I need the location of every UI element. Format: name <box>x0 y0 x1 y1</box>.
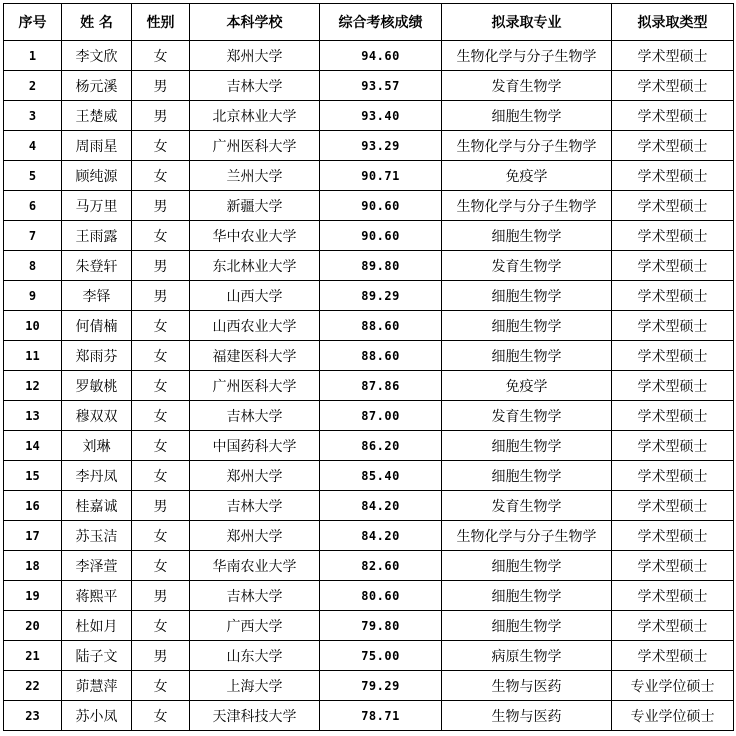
cell-type: 学术型硕士 <box>612 641 734 671</box>
table-row <box>4 611 734 641</box>
cell-type: 学术型硕士 <box>612 461 734 491</box>
cell-major: 细胞生物学 <box>442 551 612 581</box>
cell-index: 8 <box>4 251 62 281</box>
cell-major: 病原生物学 <box>442 641 612 671</box>
cell-school: 广州医科大学 <box>190 131 320 161</box>
cell-gender: 女 <box>132 461 190 491</box>
header-score: 综合考核成绩 <box>320 4 442 41</box>
cell-major: 生物与医药 <box>442 671 612 701</box>
cell-major: 免疫学 <box>442 371 612 401</box>
cell-score: 75.00 <box>320 641 442 671</box>
cell-type: 专业学位硕士 <box>612 701 734 731</box>
cell-gender: 女 <box>132 611 190 641</box>
cell-index: 22 <box>4 671 62 701</box>
cell-type: 学术型硕士 <box>612 311 734 341</box>
cell-gender: 男 <box>132 101 190 131</box>
cell-name: 穆双双 <box>62 401 132 431</box>
cell-school: 东北林业大学 <box>190 251 320 281</box>
header-gender: 性别 <box>132 4 190 41</box>
cell-score: 78.71 <box>320 701 442 731</box>
cell-major: 细胞生物学 <box>442 281 612 311</box>
cell-type: 学术型硕士 <box>612 41 734 71</box>
cell-major: 生物化学与分子生物学 <box>442 191 612 221</box>
cell-school: 中国药科大学 <box>190 431 320 461</box>
cell-score: 89.80 <box>320 251 442 281</box>
cell-gender: 男 <box>132 581 190 611</box>
cell-index: 6 <box>4 191 62 221</box>
table-row <box>4 101 734 131</box>
header-name: 姓 名 <box>62 4 132 41</box>
cell-school: 吉林大学 <box>190 581 320 611</box>
cell-major: 细胞生物学 <box>442 311 612 341</box>
cell-index: 11 <box>4 341 62 371</box>
cell-school: 广州医科大学 <box>190 371 320 401</box>
cell-name: 刘琳 <box>62 431 132 461</box>
cell-type: 学术型硕士 <box>612 221 734 251</box>
cell-score: 89.29 <box>320 281 442 311</box>
cell-score: 90.71 <box>320 161 442 191</box>
header-school: 本科学校 <box>190 4 320 41</box>
cell-name: 王楚威 <box>62 101 132 131</box>
header-major: 拟录取专业 <box>442 4 612 41</box>
table-row <box>4 371 734 401</box>
cell-type: 学术型硕士 <box>612 581 734 611</box>
cell-major: 发育生物学 <box>442 251 612 281</box>
cell-name: 苏小凤 <box>62 701 132 731</box>
cell-type: 学术型硕士 <box>612 341 734 371</box>
cell-school: 福建医科大学 <box>190 341 320 371</box>
table-row <box>4 131 734 161</box>
cell-index: 5 <box>4 161 62 191</box>
cell-score: 84.20 <box>320 521 442 551</box>
table-row <box>4 491 734 521</box>
cell-school: 吉林大学 <box>190 491 320 521</box>
cell-school: 华中农业大学 <box>190 221 320 251</box>
cell-major: 细胞生物学 <box>442 431 612 461</box>
cell-type: 学术型硕士 <box>612 491 734 521</box>
table-row <box>4 521 734 551</box>
cell-index: 9 <box>4 281 62 311</box>
table-row <box>4 341 734 371</box>
cell-index: 14 <box>4 431 62 461</box>
table-row <box>4 71 734 101</box>
cell-score: 84.20 <box>320 491 442 521</box>
table-header <box>4 4 734 41</box>
cell-index: 23 <box>4 701 62 731</box>
cell-type: 学术型硕士 <box>612 101 734 131</box>
cell-gender: 女 <box>132 311 190 341</box>
cell-type: 学术型硕士 <box>612 551 734 581</box>
cell-gender: 男 <box>132 251 190 281</box>
cell-major: 细胞生物学 <box>442 221 612 251</box>
cell-gender: 男 <box>132 281 190 311</box>
cell-major: 免疫学 <box>442 161 612 191</box>
cell-name: 何倩楠 <box>62 311 132 341</box>
cell-index: 10 <box>4 311 62 341</box>
cell-index: 17 <box>4 521 62 551</box>
cell-name: 郑雨芬 <box>62 341 132 371</box>
table-row <box>4 311 734 341</box>
cell-school: 吉林大学 <box>190 401 320 431</box>
cell-school: 上海大学 <box>190 671 320 701</box>
cell-type: 学术型硕士 <box>612 251 734 281</box>
cell-index: 21 <box>4 641 62 671</box>
cell-gender: 女 <box>132 701 190 731</box>
cell-score: 79.80 <box>320 611 442 641</box>
cell-school: 山东大学 <box>190 641 320 671</box>
cell-name: 茆慧萍 <box>62 671 132 701</box>
cell-index: 19 <box>4 581 62 611</box>
cell-index: 7 <box>4 221 62 251</box>
table-row <box>4 161 734 191</box>
cell-gender: 女 <box>132 671 190 701</box>
cell-major: 发育生物学 <box>442 71 612 101</box>
cell-gender: 女 <box>132 551 190 581</box>
cell-gender: 女 <box>132 161 190 191</box>
table-row <box>4 281 734 311</box>
table-row <box>4 641 734 671</box>
cell-name: 马万里 <box>62 191 132 221</box>
cell-major: 生物化学与分子生物学 <box>442 41 612 71</box>
cell-name: 李泽萱 <box>62 551 132 581</box>
cell-type: 学术型硕士 <box>612 71 734 101</box>
cell-type: 专业学位硕士 <box>612 671 734 701</box>
cell-name: 李铎 <box>62 281 132 311</box>
cell-school: 郑州大学 <box>190 521 320 551</box>
cell-type: 学术型硕士 <box>612 431 734 461</box>
cell-type: 学术型硕士 <box>612 371 734 401</box>
cell-gender: 女 <box>132 41 190 71</box>
cell-name: 杜如月 <box>62 611 132 641</box>
cell-index: 20 <box>4 611 62 641</box>
cell-type: 学术型硕士 <box>612 161 734 191</box>
cell-index: 15 <box>4 461 62 491</box>
cell-name: 朱登轩 <box>62 251 132 281</box>
cell-name: 顾纯源 <box>62 161 132 191</box>
cell-major: 细胞生物学 <box>442 341 612 371</box>
cell-score: 93.57 <box>320 71 442 101</box>
cell-school: 兰州大学 <box>190 161 320 191</box>
cell-gender: 女 <box>132 431 190 461</box>
cell-gender: 女 <box>132 401 190 431</box>
table-row <box>4 461 734 491</box>
cell-name: 王雨露 <box>62 221 132 251</box>
cell-name: 桂嘉诚 <box>62 491 132 521</box>
cell-type: 学术型硕士 <box>612 191 734 221</box>
cell-score: 93.29 <box>320 131 442 161</box>
cell-index: 18 <box>4 551 62 581</box>
cell-score: 90.60 <box>320 191 442 221</box>
table-body <box>4 41 734 731</box>
cell-index: 12 <box>4 371 62 401</box>
cell-index: 16 <box>4 491 62 521</box>
cell-gender: 女 <box>132 131 190 161</box>
table-row <box>4 671 734 701</box>
cell-major: 细胞生物学 <box>442 581 612 611</box>
header-row <box>4 4 734 41</box>
cell-score: 79.29 <box>320 671 442 701</box>
cell-score: 85.40 <box>320 461 442 491</box>
cell-type: 学术型硕士 <box>612 401 734 431</box>
table-row <box>4 41 734 71</box>
table-row <box>4 431 734 461</box>
table-row <box>4 191 734 221</box>
cell-index: 2 <box>4 71 62 101</box>
cell-major: 细胞生物学 <box>442 101 612 131</box>
cell-major: 生物与医药 <box>442 701 612 731</box>
cell-major: 发育生物学 <box>442 401 612 431</box>
admission-table <box>3 3 734 731</box>
cell-school: 广西大学 <box>190 611 320 641</box>
cell-school: 华南农业大学 <box>190 551 320 581</box>
table-row <box>4 401 734 431</box>
cell-type: 学术型硕士 <box>612 131 734 161</box>
cell-index: 4 <box>4 131 62 161</box>
cell-type: 学术型硕士 <box>612 521 734 551</box>
cell-gender: 男 <box>132 491 190 521</box>
cell-school: 天津科技大学 <box>190 701 320 731</box>
cell-score: 86.20 <box>320 431 442 461</box>
cell-index: 1 <box>4 41 62 71</box>
cell-name: 罗敏桃 <box>62 371 132 401</box>
table-row <box>4 701 734 731</box>
cell-index: 3 <box>4 101 62 131</box>
cell-name: 蒋熙平 <box>62 581 132 611</box>
cell-name: 陆子文 <box>62 641 132 671</box>
cell-school: 吉林大学 <box>190 71 320 101</box>
cell-score: 90.60 <box>320 221 442 251</box>
cell-score: 88.60 <box>320 341 442 371</box>
table-row <box>4 581 734 611</box>
cell-name: 苏玉洁 <box>62 521 132 551</box>
cell-gender: 女 <box>132 371 190 401</box>
cell-name: 杨元溪 <box>62 71 132 101</box>
cell-school: 新疆大学 <box>190 191 320 221</box>
cell-index: 13 <box>4 401 62 431</box>
cell-gender: 女 <box>132 221 190 251</box>
cell-school: 北京林业大学 <box>190 101 320 131</box>
cell-major: 发育生物学 <box>442 491 612 521</box>
cell-gender: 男 <box>132 641 190 671</box>
cell-score: 88.60 <box>320 311 442 341</box>
cell-gender: 女 <box>132 521 190 551</box>
cell-school: 山西农业大学 <box>190 311 320 341</box>
cell-gender: 男 <box>132 191 190 221</box>
cell-major: 生物化学与分子生物学 <box>442 131 612 161</box>
cell-type: 学术型硕士 <box>612 611 734 641</box>
cell-school: 郑州大学 <box>190 461 320 491</box>
cell-score: 87.00 <box>320 401 442 431</box>
cell-major: 细胞生物学 <box>442 461 612 491</box>
cell-score: 80.60 <box>320 581 442 611</box>
cell-name: 李文欣 <box>62 41 132 71</box>
cell-score: 87.86 <box>320 371 442 401</box>
cell-major: 生物化学与分子生物学 <box>442 521 612 551</box>
header-type: 拟录取类型 <box>612 4 734 41</box>
table-row <box>4 221 734 251</box>
cell-score: 93.40 <box>320 101 442 131</box>
cell-gender: 女 <box>132 341 190 371</box>
header-index: 序号 <box>4 4 62 41</box>
table-row <box>4 251 734 281</box>
cell-score: 94.60 <box>320 41 442 71</box>
cell-type: 学术型硕士 <box>612 281 734 311</box>
table-row <box>4 551 734 581</box>
cell-gender: 男 <box>132 71 190 101</box>
cell-major: 细胞生物学 <box>442 611 612 641</box>
cell-school: 郑州大学 <box>190 41 320 71</box>
cell-name: 周雨星 <box>62 131 132 161</box>
cell-school: 山西大学 <box>190 281 320 311</box>
cell-name: 李丹凤 <box>62 461 132 491</box>
cell-score: 82.60 <box>320 551 442 581</box>
